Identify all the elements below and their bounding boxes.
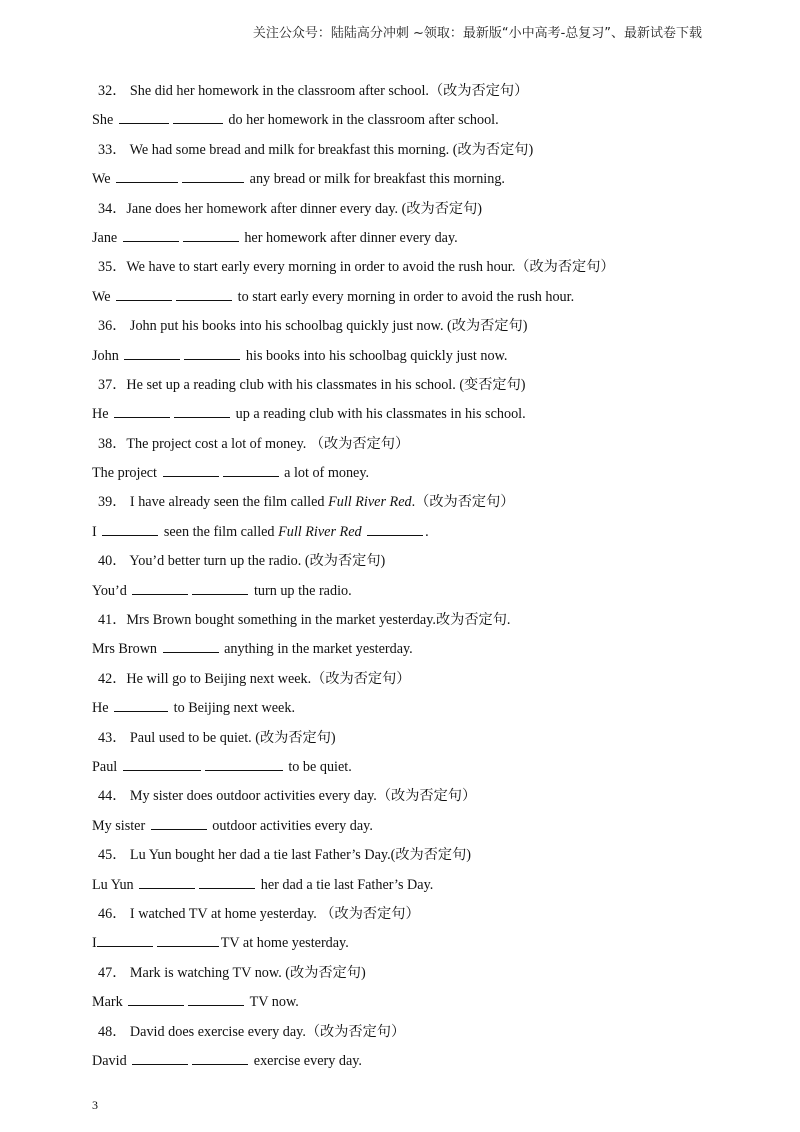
answer-text: I [92,523,101,540]
answer-text: Lu Yun [92,876,138,893]
answer-text: We [92,288,115,305]
answer-line-41 [92,635,732,664]
question-48: 48． David does exercise every day.（改为否定句） [98,1023,406,1040]
blank-1[interactable] [123,240,179,242]
blank-1[interactable] [132,1063,188,1065]
blank-2[interactable] [223,475,279,477]
blank-1[interactable] [139,887,195,889]
answer-text: seen the film called Full River Red [160,523,362,540]
blank-1[interactable] [163,475,219,477]
blank-1[interactable] [123,769,201,771]
answer-text: anything in the market yesterday. [220,641,413,658]
answer-text: We [92,171,115,188]
answer-text: TV at home yesterday. [220,935,349,952]
blank-1[interactable] [151,828,207,830]
answer-text: . [425,523,429,540]
answer-line-42 [92,694,732,723]
page-number: 3 [92,1098,98,1112]
answer-text: My sister [92,817,149,834]
blank-2[interactable] [188,1004,244,1006]
question-32: 32． She did her homework in the classroom after school.（改为否定句） [98,83,529,99]
question-38: 38．The project cost a lot of money. （改为否定句） [98,435,410,452]
blank-2[interactable] [199,887,255,889]
blank-2[interactable] [184,358,240,360]
answer-text: Mrs Brown [92,641,161,658]
answer-text: The project [92,465,161,482]
blank-1[interactable] [102,534,158,536]
blank-1[interactable] [97,945,153,947]
answer-text: I [92,935,97,952]
question-44: 44． My sister does outdoor activities every day.（改为否定句） [98,788,477,805]
blank-1[interactable] [119,122,169,124]
blank-1[interactable] [132,593,188,595]
question-list [92,77,732,1076]
answer-text: He [92,700,113,717]
answer-text: He [92,406,113,423]
blank-2[interactable] [173,122,223,124]
answer-text: TV now. [246,994,299,1011]
question-42: 42．He will go to Beijing next week.（改为否定句） [98,670,411,687]
answer-line-35 [92,283,732,312]
blank-2[interactable] [367,534,423,536]
question-34: 34．Jane does her homework after dinner every day. (改为否定句) [98,200,482,217]
answer-line-34 [92,224,732,253]
answer-line-40 [92,577,732,606]
blank-1[interactable] [114,710,168,712]
answer-text: exercise every day. [250,1052,362,1069]
answer-text: She [92,112,117,129]
answer-line-47 [92,988,732,1017]
question-36: 36． John put his books into his schoolbag quickly just now. (改为否定句) [98,318,528,335]
answer-text: David [92,1052,131,1069]
answer-text: outdoor activities every day. [208,817,373,834]
answer-text: Paul [92,758,121,775]
answer-text: her homework after dinner every day. [240,229,458,246]
answer-text: to be quiet. [284,758,352,775]
question-35: 35．We have to start early every morning in order to avoid the rush hour.（改为否定句） [98,259,615,276]
answer-text: You’d [92,582,131,599]
answer-line-36 [92,342,732,371]
question-33: 33． We had some bread and milk for breakfast this morning. (改为否定句) [98,141,534,158]
blank-2[interactable] [183,240,239,242]
answer-line-48 [92,1047,732,1076]
blank-2[interactable] [205,769,283,771]
answer-line-44 [92,812,732,841]
question-47: 47． Mark is watching TV now. (改为否定句) [98,964,366,981]
answer-line-45 [92,871,732,900]
answer-text: do her homework in the classroom after school. [224,112,499,129]
page-header: 关注公众号：陆陆高分冲刺 ~领取：最新版“小中高考-总复习”、最新试卷下载 [252,26,702,41]
answer-line-32 [92,106,732,135]
answer-line-33 [92,165,732,194]
question-39: 39． I have already seen the film called Full River Red.（改为否定句） [98,494,515,511]
question-40: 40． You’d better turn up the radio. (改为否定句) [98,553,386,570]
answer-text: John [92,347,123,364]
answer-line-46 [92,929,732,958]
answer-line-38 [92,459,732,488]
answer-line-37 [92,400,732,429]
blank-1[interactable] [114,416,170,418]
answer-text: Mark [92,994,127,1011]
blank-2[interactable] [182,181,244,183]
answer-text: any bread or milk for breakfast this morning. [246,171,505,188]
answer-text: her dad a tie last Father’s Day. [257,876,434,893]
blank-1[interactable] [163,651,219,653]
blank-2[interactable] [174,416,230,418]
answer-text: turn up the radio. [250,582,352,599]
blank-2[interactable] [176,299,232,301]
answer-text: to Beijing next week. [170,700,295,717]
answer-text: a lot of money. [280,465,370,482]
answer-line-39 [92,518,732,547]
blank-1[interactable] [124,358,180,360]
question-46: 46． I watched TV at home yesterday. （改为否定句） [98,905,420,922]
answer-text: to start early every morning in order to avoid the rush hour. [234,288,575,305]
blank-1[interactable] [128,1004,184,1006]
answer-text: up a reading club with his classmates in his school. [232,406,526,423]
answer-line-43 [92,753,732,782]
question-45: 45． Lu Yun bought her dad a tie last Father’s Day.(改为否定句) [98,847,472,864]
answer-text: his books into his schoolbag quickly just now. [242,347,508,364]
blank-1[interactable] [116,299,172,301]
question-43: 43． Paul used to be quiet. (改为否定句) [98,729,336,746]
blank-2[interactable] [192,593,248,595]
answer-text: Jane [92,229,121,246]
blank-2[interactable] [157,945,219,947]
blank-2[interactable] [192,1063,248,1065]
question-37: 37．He set up a reading club with his classmates in his school. (变否定句) [98,376,526,393]
blank-1[interactable] [116,181,178,183]
question-41: 41．Mrs Brown bought something in the market yesterday.改为否定句. [98,612,511,629]
